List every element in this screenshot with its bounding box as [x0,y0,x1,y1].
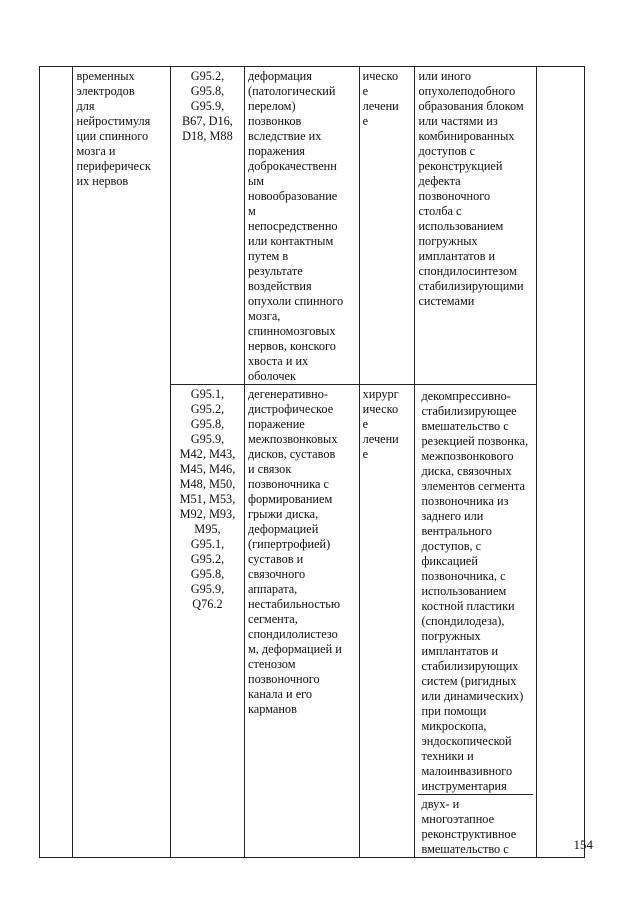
icd-codes-cell [170,67,244,385]
treatment-type-text: хирург ическо е лечени е [362,387,399,461]
patient-model-cell [244,67,359,385]
treatment-type-cell [359,67,415,385]
patient-model-cell [244,385,359,858]
treatment-method-text: или иного опухолеподобного образования блоком или частями из комбинированных доступов с реконструкцией дефекта позвоночного столба с использованием погружных имплантатов и спондилосинтезом стабилизирующими системами [418,69,524,308]
patient-model-text: дегенеративно- дистрофическое поражение межпозвонковых дисков, суставов и связок позвоночника с формированием грыжи диска, деформацией (гипертрофией) суставов и связочного аппарата, нестабильностью сегмента, спондилолистезо м, деформацией и стенозом позвоночного канала и его карманов [247,387,342,716]
treatment-type-cell [359,385,415,858]
row-number-cell [40,67,73,858]
price-cell [537,67,585,858]
procedure-name-text: временных электродов для нейростимуля ции спинного мозга и периферическ их нервов [76,69,151,188]
icd-codes-text: G95.2, G95.8, G95.9, B67, D16, D18, M88 [181,69,233,143]
page-number: 154 [573,837,593,852]
treatment-type-text: ическо е лечени е [362,69,399,128]
icd-codes-text: G95.1, G95.2, G95.8, G95.9, M42, M43, M45, M46, M48, M50, M51, M53, M92, M93, M95, G95.1, G95.2, G95.8, G95.9, Q76.2 [179,387,236,611]
procedure-name-cell [73,67,170,858]
table-row [40,67,585,385]
medical-procedures-table [39,66,585,858]
patient-model-text: деформация (патологический перелом) позвонков вследствие их поражения доброкачественн ым новообразование м непосредственно или контактным путем в результате воздействия опухоли спинного мозга, спинномозговых нервов, конского хвоста и их оболочек [247,69,344,383]
treatment-method-text: декомпрессивно- стабилизирующее вмешательство с резекцией позвонка, межпозвонкового диска, связочных элементов сегмента позвоночника из заднего или вентрального доступов, с фиксацией позвоночника, с использованием костной пластики (спондилодеза), погружных имплантатов и стабилизирующих систем (ригидных или динамических) при помощи микроскопа, эндоскопической техники и малоинвазивного инструментария [418,387,533,795]
treatment-method-cell [415,385,537,858]
treatment-method-cell [415,67,537,385]
icd-codes-cell [170,385,244,858]
treatment-method-continued-text: двух- и многоэтапное реконструктивное вмешательство с [421,797,517,856]
